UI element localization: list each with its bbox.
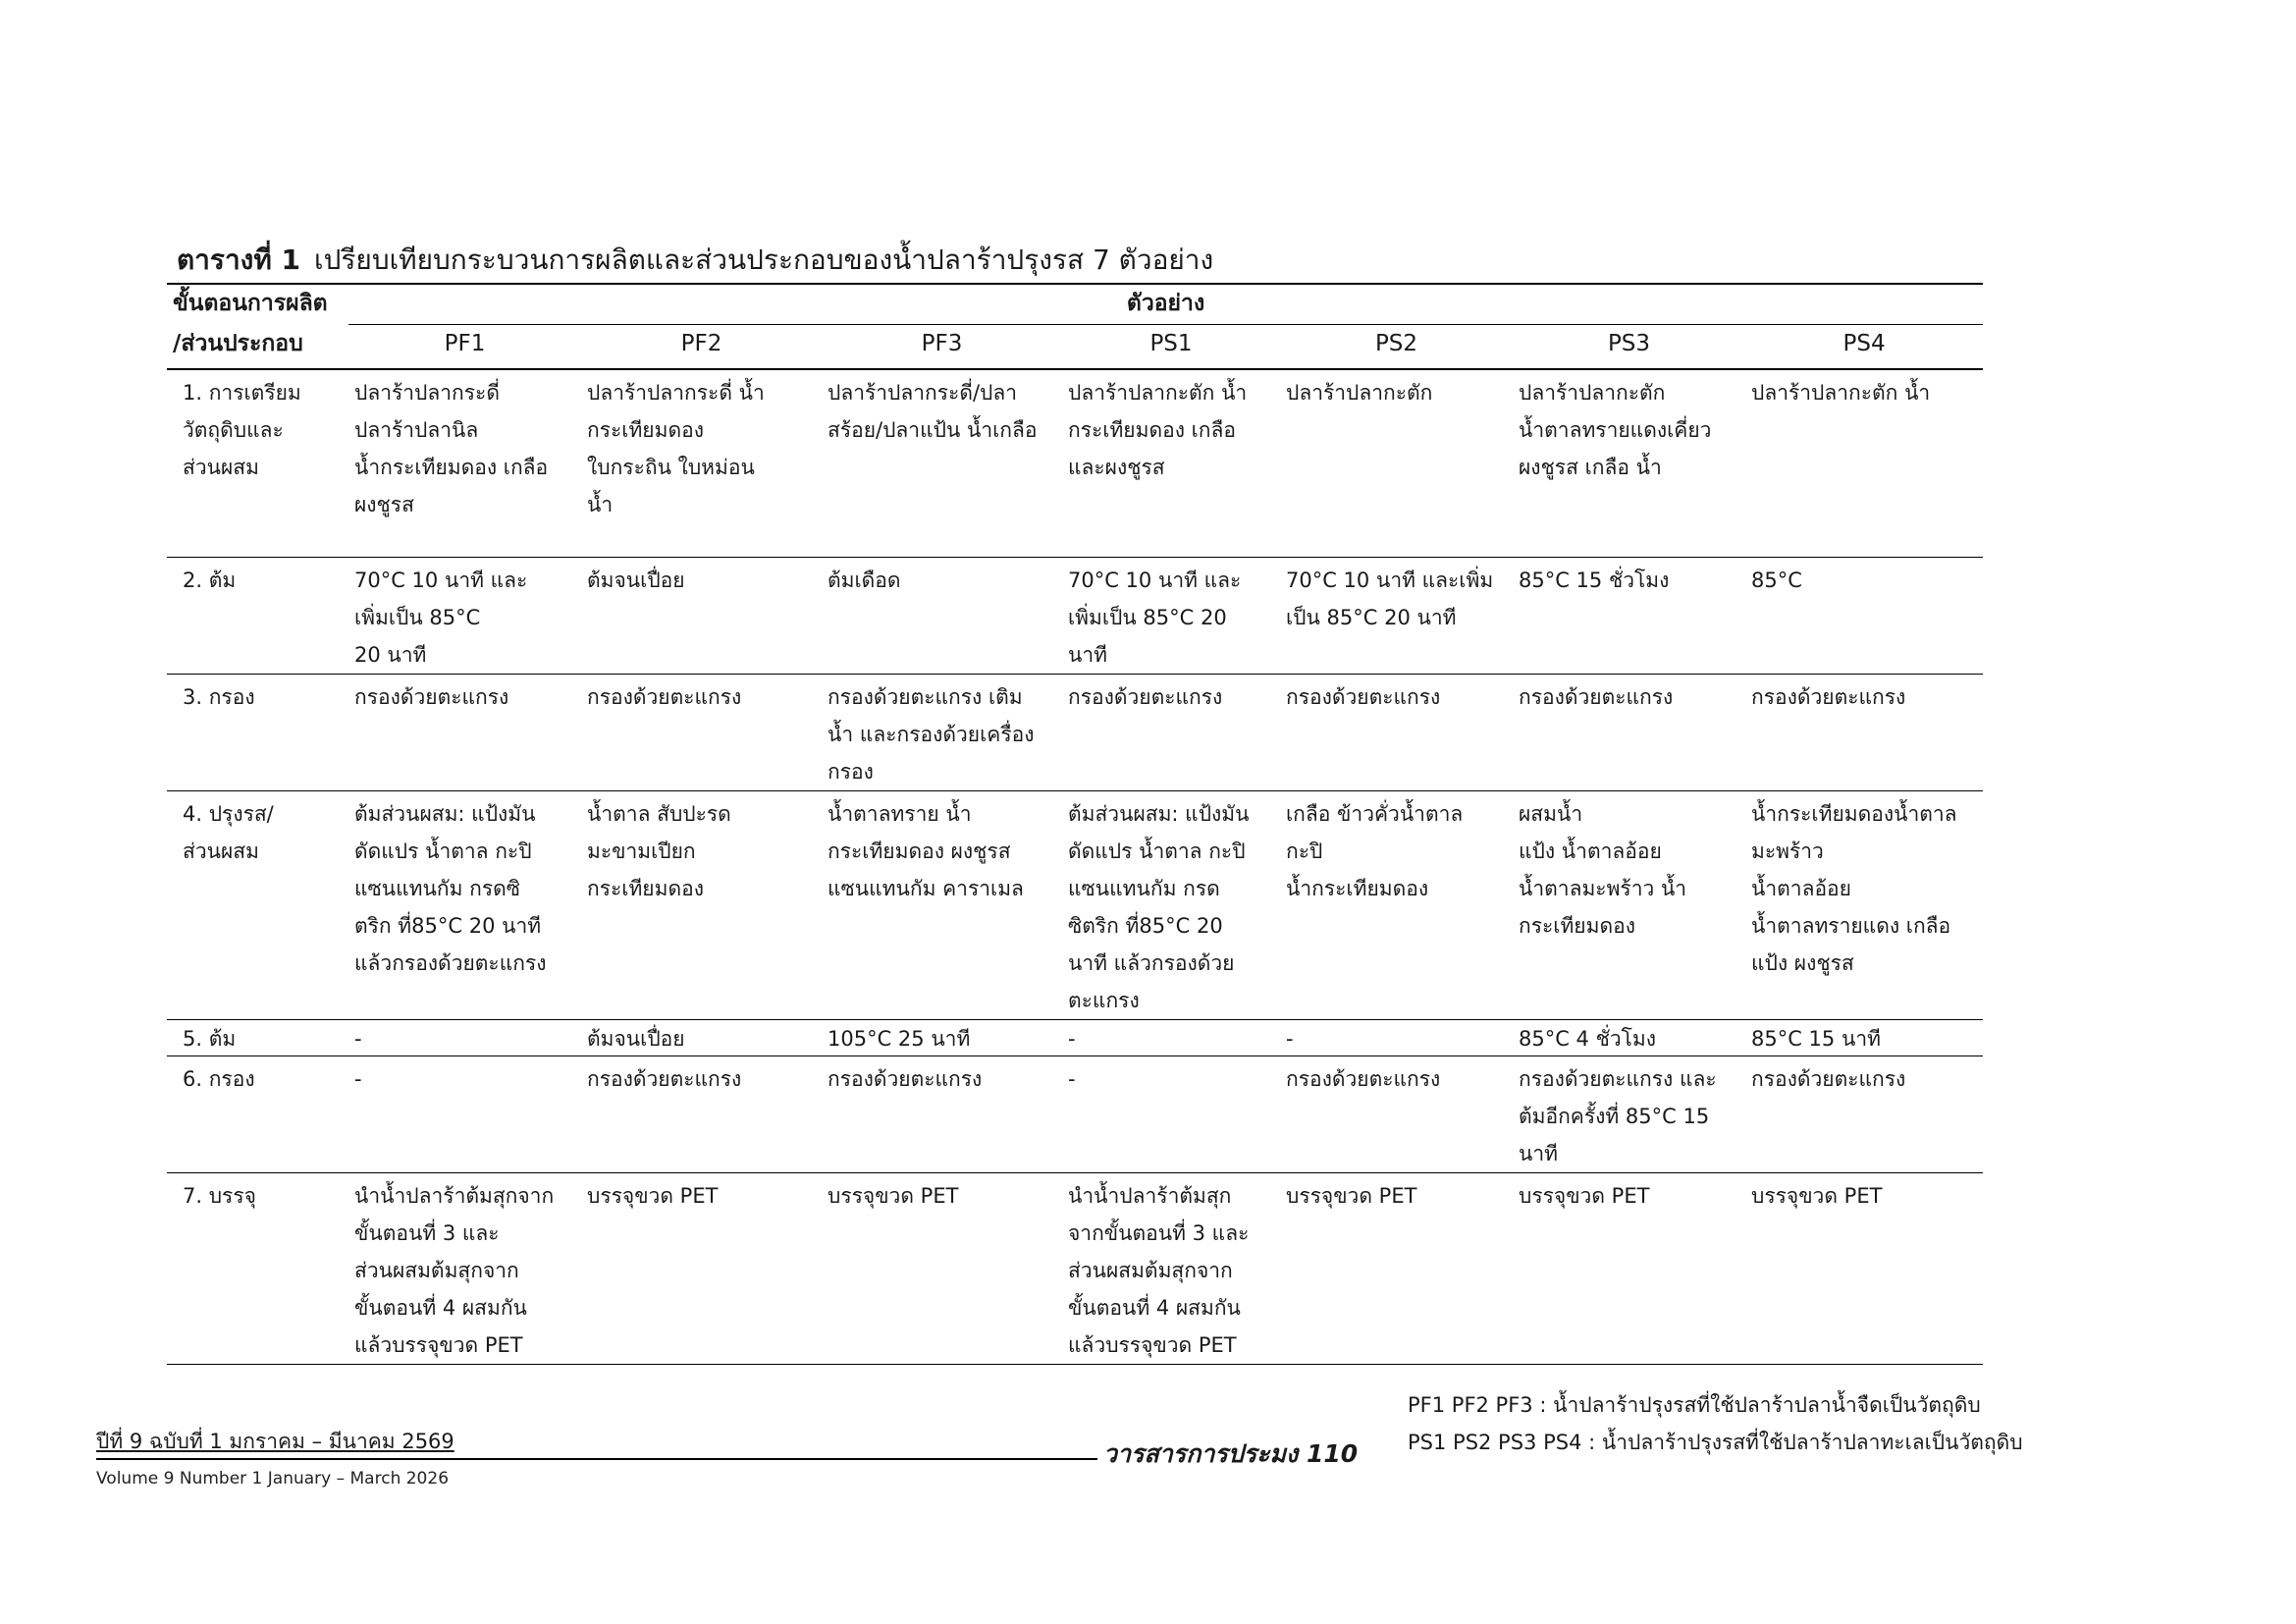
cell-line: บรรจุขวด PET: [828, 1184, 959, 1208]
cell-line: น้ำตาลมะพร้าว น้ำ: [1519, 877, 1687, 900]
cell-line: ผงชูรส: [354, 493, 414, 516]
table-row: [167, 791, 1983, 1020]
cell-line: แล้วกรองด้วยตะแกรง: [354, 951, 547, 975]
process-comparison-table: [167, 283, 1983, 1365]
table-cell-ps4: [1745, 369, 1983, 558]
cell-line: ปลาร้าปลากะตัก: [1286, 381, 1433, 405]
cell-line: นาที: [1068, 643, 1107, 667]
cell-line: มะขามเปียก: [587, 839, 696, 863]
cell-line: กรองด้วยตะแกรง: [1286, 685, 1441, 709]
cell-line: กรองด้วยตะแกรง: [1519, 685, 1674, 709]
table-cell-pf3: [822, 1056, 1062, 1173]
table-cell-ps4: [1745, 791, 1983, 1020]
table-cell-pf2: [581, 369, 822, 558]
cell-line: กระเทียมดอง: [587, 877, 704, 900]
table-cell-ps3: [1513, 558, 1745, 675]
step-cell: [167, 369, 348, 558]
column-header-pf2: PF2: [581, 325, 822, 370]
footer-issue-thai: ปีที่ 9 ฉบับที่ 1 มกราคม – มีนาคม 2569: [96, 1430, 454, 1453]
step-line: ส่วนผสม: [183, 839, 259, 863]
step-line: 5. ต้ม: [183, 1027, 237, 1051]
table-cell-pf1: [348, 369, 581, 558]
cell-line: กรองด้วยตะแกรง: [1751, 685, 1906, 709]
cell-line: -: [1068, 1067, 1076, 1091]
cell-line: กรองด้วยตะแกรง: [354, 685, 509, 709]
cell-line: -: [1286, 1027, 1294, 1051]
cell-line: 70°C 10 นาที และ: [1068, 568, 1242, 592]
table-cell-pf1: [348, 1173, 581, 1365]
cell-line: 85°C 15 นาที: [1751, 1027, 1881, 1051]
cell-line: กระเทียมดอง: [1519, 914, 1635, 938]
table-cell-pf1: [348, 675, 581, 791]
table-cell-pf2: [581, 675, 822, 791]
step-cell: [167, 791, 348, 1020]
step-line: 6. กรอง: [183, 1067, 255, 1091]
table-cell-ps3: [1513, 1056, 1745, 1173]
cell-line: กรองด้วยตะแกรง เติม: [828, 685, 1023, 709]
table-cell-pf2: [581, 1020, 822, 1056]
cell-line: น้ำ และกรองด้วยเครื่อง: [828, 723, 1035, 746]
cell-line: ต้มเดือด: [828, 568, 901, 592]
cell-line: เพิ่มเป็น 85°C: [354, 606, 481, 629]
table-cell-pf3: [822, 369, 1062, 558]
cell-line: แล้วบรรจุขวด PET: [1068, 1333, 1237, 1357]
cell-line: น้ำกระเทียมดอง เกลือ: [354, 456, 549, 479]
cell-line: ปลาร้าปลากะตัก: [1519, 381, 1666, 405]
footer-journal-page: วารสารการประมง 110: [1103, 1439, 1359, 1468]
table-cell-ps1: [1062, 369, 1280, 558]
cell-line: กรองด้วยตะแกรง: [828, 1067, 983, 1091]
table-body: [167, 369, 1983, 1365]
cell-line: บรรจุขวด PET: [1286, 1184, 1417, 1208]
cell-line: มะพร้าว: [1751, 839, 1824, 863]
column-header-ps1: PS1: [1062, 325, 1280, 370]
cell-line: น้ำตาลทราย น้ำ: [828, 802, 972, 826]
corner-header-line2: /ส่วนประกอบ: [167, 325, 348, 370]
cell-line: 85°C: [1751, 568, 1802, 592]
table-cell-pf3: [822, 791, 1062, 1020]
cell-line: ผงชูรส เกลือ น้ำ: [1519, 456, 1662, 479]
cell-line: เป็น 85°C 20 นาที: [1286, 606, 1457, 629]
table-cell-ps4: [1745, 558, 1983, 675]
table-caption: [177, 244, 1983, 277]
cell-line: ต้มอีกครั้งที่ 85°C 15: [1519, 1105, 1710, 1128]
cell-line: ขั้นตอนที่ 3 และ: [354, 1221, 500, 1245]
column-header-pf3: PF3: [822, 325, 1062, 370]
cell-line: กรองด้วยตะแกรง: [1286, 1067, 1441, 1091]
table-cell-pf3: [822, 1020, 1062, 1056]
step-line: 7. บรรจุ: [183, 1184, 256, 1208]
table-cell-ps4: [1745, 1056, 1983, 1173]
cell-line: ส่วนผสมต้มสุกจาก: [354, 1259, 519, 1282]
table-cell-pf3: [822, 558, 1062, 675]
cell-line: แซนแทนกัม คาราเมล: [828, 877, 1024, 900]
table-cell-pf2: [581, 791, 822, 1020]
cell-line: 70°C 10 นาที และ: [354, 568, 528, 592]
table-cell-pf1: [348, 1020, 581, 1056]
step-line: 4. ปรุงรส/: [183, 802, 274, 826]
cell-line: เกลือ ข้าวคั่วน้ำตาล: [1286, 802, 1464, 826]
cell-line: ตะแกรง: [1068, 989, 1140, 1012]
cell-line: ดัดแปร น้ำตาล กะปิ: [1068, 839, 1246, 863]
cell-line: บรรจุขวด PET: [1751, 1184, 1883, 1208]
cell-line: ต้มส่วนผสม: แป้งมัน: [1068, 802, 1250, 826]
table-cell-ps3: [1513, 1020, 1745, 1056]
cell-line: ดัดแปร น้ำตาล กะปิ: [354, 839, 532, 863]
table-cell-ps2: [1280, 1020, 1513, 1056]
cell-line: บรรจุขวด PET: [587, 1184, 719, 1208]
column-header-ps2: PS2: [1280, 325, 1513, 370]
cell-line: น้ำกระเทียมดองน้ำตาล: [1751, 802, 1957, 826]
cell-line: จากขั้นตอนที่ 3 และ: [1068, 1221, 1250, 1245]
table-caption-label: ตารางที่ 1: [177, 244, 301, 276]
cell-line: ตริก ที่85°C 20 นาที: [354, 914, 542, 938]
cell-line: แซนแทนกัม กรดซิ: [354, 877, 520, 900]
table-cell-pf1: [348, 1056, 581, 1173]
table-cell-ps1: [1062, 1173, 1280, 1365]
cell-line: ปลาร้าปลากระดี่/ปลา: [828, 381, 1018, 405]
table-cell-ps2: [1280, 369, 1513, 558]
table-row: [167, 558, 1983, 675]
cell-line: เพิ่มเป็น 85°C 20: [1068, 606, 1227, 629]
table-cell-ps4: [1745, 675, 1983, 791]
cell-line: น้ำตาลอ้อย: [1751, 877, 1851, 900]
cell-line: กรองด้วยตะแกรง: [587, 685, 742, 709]
cell-line: -: [354, 1067, 362, 1091]
cell-line: นาที: [1519, 1142, 1558, 1165]
sample-group-header: ตัวอย่าง: [348, 284, 1983, 325]
step-cell: [167, 558, 348, 675]
step-cell: [167, 1056, 348, 1173]
cell-line: ปลาร้าปลานิล: [354, 418, 479, 442]
table-cell-ps1: [1062, 791, 1280, 1020]
table-row: [167, 369, 1983, 558]
cell-line: ต้มส่วนผสม: แป้งมัน: [354, 802, 536, 826]
table-cell-pf1: [348, 791, 581, 1020]
cell-line: นาที แล้วกรองด้วย: [1068, 951, 1235, 975]
step-line: วัตถุดิบและ: [183, 418, 284, 442]
cell-line: และผงชูรส: [1068, 456, 1165, 479]
table-row: [167, 1056, 1983, 1173]
table-cell-pf2: [581, 1173, 822, 1365]
cell-line: ใบกระถิน ใบหม่อน: [587, 456, 755, 479]
cell-line: กะปิ: [1286, 839, 1323, 863]
cell-line: 85°C 15 ชั่วโมง: [1519, 568, 1670, 592]
cell-line: กรองด้วยตะแกรง: [1751, 1067, 1906, 1091]
table-cell-ps2: [1280, 1056, 1513, 1173]
cell-line: นำน้ำปลาร้าต้มสุกจาก: [354, 1184, 555, 1208]
cell-line: ต้มจนเปื่อย: [587, 1027, 685, 1051]
cell-line: ปลาร้าปลากระดี่ น้ำ: [587, 381, 765, 405]
table-cell-ps3: [1513, 369, 1745, 558]
table-row: [167, 675, 1983, 791]
table-cell-ps2: [1280, 1173, 1513, 1365]
step-line: 2. ต้ม: [183, 568, 237, 592]
table-cell-ps3: [1513, 675, 1745, 791]
cell-line: น้ำกระเทียมดอง: [1286, 877, 1429, 900]
note-freshwater: PF1 PF2 PF3 : น้ำปลาร้าปรุงรสที่ใช้ปลาร้าปลาน้ำจืดเป็นวัตถุดิบ: [1408, 1393, 1981, 1417]
column-header-pf1: PF1: [348, 325, 581, 370]
cell-line: 105°C 25 นาที: [828, 1027, 971, 1051]
table-cell-ps1: [1062, 675, 1280, 791]
cell-line: แป้ง น้ำตาลอ้อย: [1519, 839, 1662, 863]
cell-line: แป้ง ผงชูรส: [1751, 951, 1854, 975]
cell-line: กระเทียมดอง: [587, 418, 704, 442]
cell-line: 20 นาที: [354, 643, 427, 667]
cell-line: กระเทียมดอง เกลือ: [1068, 418, 1236, 442]
cell-line: น้ำตาลทรายแดง เกลือ: [1751, 914, 1951, 938]
cell-line: ส่วนผสมต้มสุกจาก: [1068, 1259, 1233, 1282]
cell-line: แซนแทนกัม กรด: [1068, 877, 1220, 900]
table-cell-ps2: [1280, 675, 1513, 791]
table-cell-ps1: [1062, 1020, 1280, 1056]
note-seawater: PS1 PS2 PS3 PS4 : น้ำปลาร้าปรุงรสที่ใช้ปลาร้าปลาทะเลเป็นวัตถุดิบ: [1408, 1431, 2023, 1454]
cell-line: น้ำ: [587, 493, 614, 516]
table-notes: [1408, 1386, 2291, 1461]
table-cell-ps3: [1513, 791, 1745, 1020]
step-line: 3. กรอง: [183, 685, 255, 709]
cell-line: ขั้นตอนที่ 4 ผสมกัน: [354, 1296, 527, 1320]
table-cell-pf3: [822, 675, 1062, 791]
cell-line: ปลาร้าปลากะตัก น้ำ: [1751, 381, 1931, 405]
table-cell-ps1: [1062, 1056, 1280, 1173]
table-cell-pf2: [581, 558, 822, 675]
footer-issue-english: Volume 9 Number 1 January – March 2026: [96, 1469, 450, 1489]
table-row: [167, 1173, 1983, 1365]
step-cell: [167, 675, 348, 791]
cell-line: บรรจุขวด PET: [1519, 1184, 1650, 1208]
footer-rule: [96, 1458, 1097, 1460]
cell-line: กรองด้วยตะแกรง: [587, 1067, 742, 1091]
cell-line: สร้อย/ปลาแป้น น้ำเกลือ: [828, 418, 1038, 442]
cell-line: กรอง: [828, 760, 874, 784]
cell-line: -: [1068, 1027, 1076, 1051]
table-cell-pf2: [581, 1056, 822, 1173]
cell-line: กระเทียมดอง ผงชูรส: [828, 839, 1011, 863]
step-cell: [167, 1173, 348, 1365]
cell-line: ต้มจนเปื่อย: [587, 568, 685, 592]
table-cell-ps3: [1513, 1173, 1745, 1365]
table-cell-pf1: [348, 558, 581, 675]
cell-line: ปลาร้าปลากระดี่: [354, 381, 500, 405]
table-row: [167, 1020, 1983, 1056]
step-cell: [167, 1020, 348, 1056]
cell-line: ปลาร้าปลากะตัก น้ำ: [1068, 381, 1248, 405]
cell-line: น้ำตาล สับปะรด: [587, 802, 731, 826]
cell-line: กรองด้วยตะแกรง: [1068, 685, 1223, 709]
cell-line: 70°C 10 นาที และเพิ่ม: [1286, 568, 1494, 592]
cell-line: กรองด้วยตะแกรง และ: [1519, 1067, 1717, 1091]
cell-line: นำน้ำปลาร้าต้มสุก: [1068, 1184, 1232, 1208]
corner-header-line1: ขั้นตอนการผลิต: [167, 284, 348, 325]
cell-line: 85°C 4 ชั่วโมง: [1519, 1027, 1657, 1051]
cell-line: -: [354, 1027, 362, 1051]
table-cell-ps4: [1745, 1173, 1983, 1365]
column-header-ps4: PS4: [1745, 325, 1983, 370]
cell-line: แล้วบรรจุขวด PET: [354, 1333, 523, 1357]
table-cell-pf3: [822, 1173, 1062, 1365]
cell-line: ซิตริก ที่85°C 20: [1068, 914, 1223, 938]
cell-line: น้ำตาลทรายแดงเคี่ยว: [1519, 418, 1712, 442]
step-line: ส่วนผสม: [183, 456, 259, 479]
table-cell-ps2: [1280, 791, 1513, 1020]
table-cell-ps2: [1280, 558, 1513, 675]
cell-line: ขั้นตอนที่ 4 ผสมกัน: [1068, 1296, 1241, 1320]
step-line: 1. การเตรียม: [183, 381, 301, 405]
cell-line: ผสมน้ำ: [1519, 802, 1583, 826]
table-cell-ps1: [1062, 558, 1280, 675]
table-caption-text: เปรียบเทียบกระบวนการผลิตและส่วนประกอบของน้ำปลาร้าปรุงรส 7 ตัวอย่าง: [314, 244, 1214, 276]
column-header-ps3: PS3: [1513, 325, 1745, 370]
table-cell-ps4: [1745, 1020, 1983, 1056]
